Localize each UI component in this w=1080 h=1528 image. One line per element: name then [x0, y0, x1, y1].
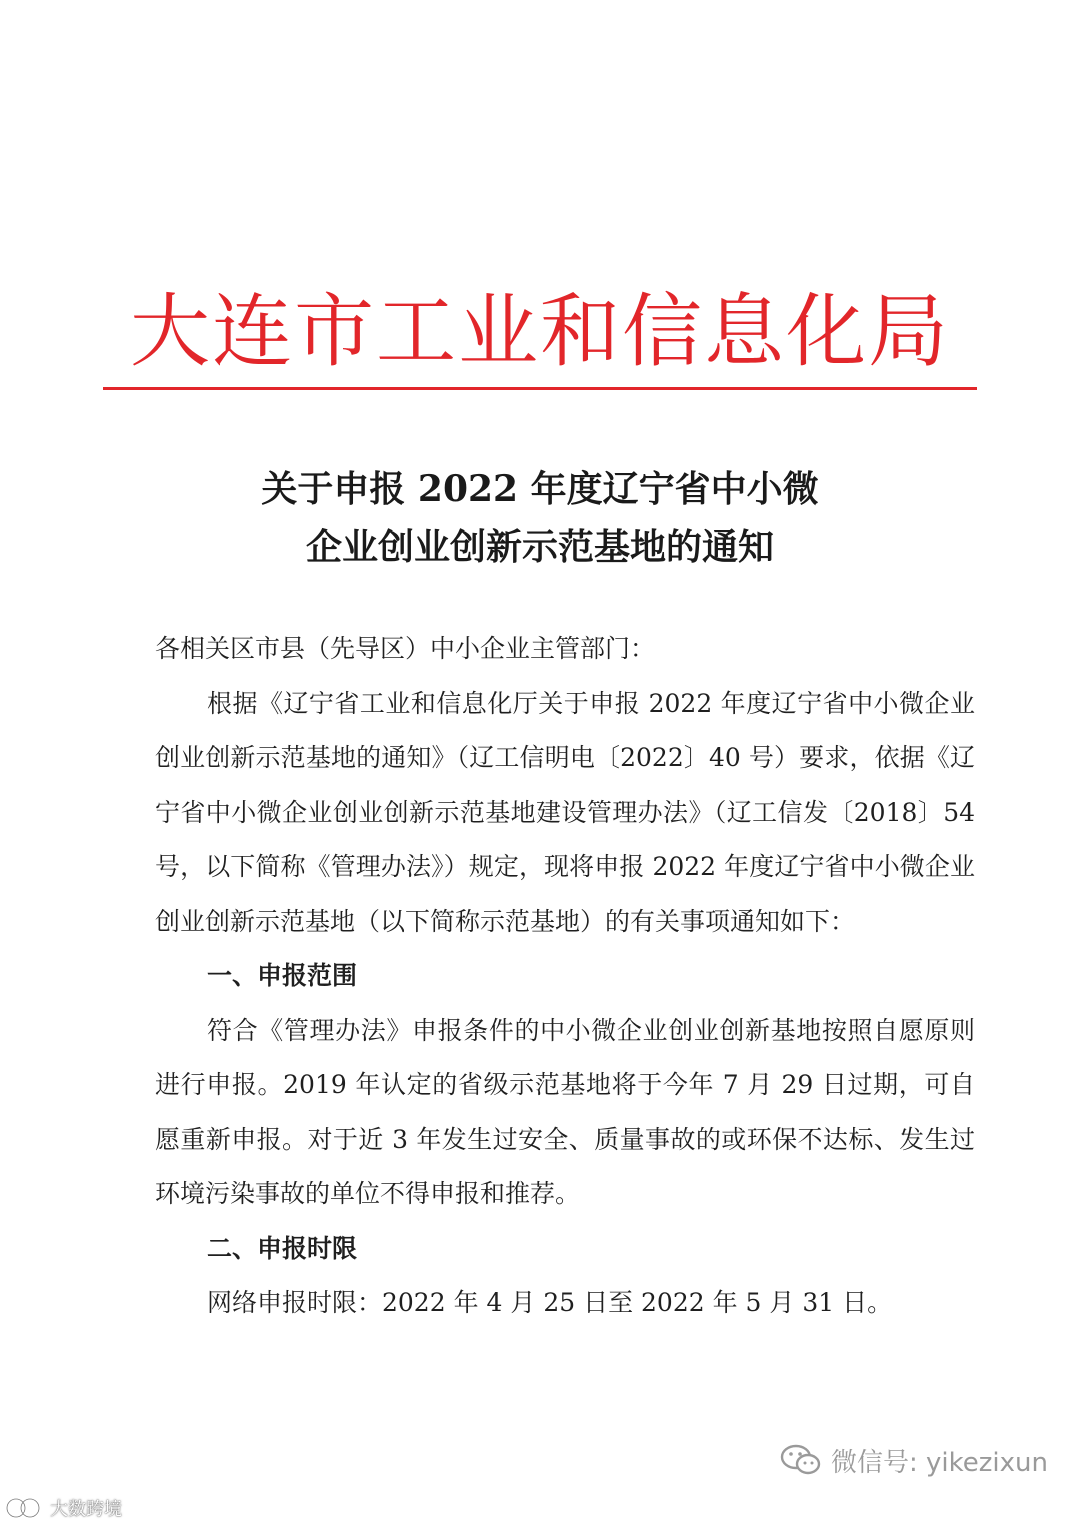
document-title — [150, 460, 930, 576]
section2-paragraph: 网络申报时限：2022 年 4 月 25 日至 2022 年 5 月 31 日。 — [207, 1288, 893, 1317]
salutation: 各相关区市县（先导区）中小企业主管部门： — [155, 634, 656, 663]
document-body — [155, 622, 975, 1331]
section2-heading: 二、申报时限 — [207, 1233, 358, 1263]
header-divider — [103, 387, 977, 390]
logo-icon — [4, 1496, 44, 1520]
wechat-id-text: 微信号: yikezixun — [831, 1447, 1048, 1478]
intro-paragraph: 根据《辽宁省工业和信息化厅关于申报 2022 年度辽宁省中小微企业创业创新示范基地的通知》（辽工信明电〔2022〕40 号）要求，依据《辽宁省中小微企业创业创新示范基地建设管理办法》（辽工信发〔2018〕54 号，以下简称《管理办法》）规定，现将申报 2022 年度辽宁省中小微企业创业创新示范基地（以下简称示范基地）的有关事项通知如下： — [155, 688, 975, 936]
wechat-watermark — [779, 1440, 1048, 1480]
brand-watermark — [4, 1494, 122, 1522]
brand-watermark-text: 大数跨境 — [50, 1499, 122, 1520]
agency-header: 大连市工业和信息化局 — [130, 285, 950, 378]
section1-paragraph: 符合《管理办法》申报条件的中小微企业创业创新基地按照自愿原则进行申报。2019 年认定的省级示范基地将于今年 7 月 29 日过期，可自愿重新申报。对于近 3 年发生过安全、质量事故的或环保不达标、发生过环境污染事故的单位不得申报和推荐。 — [155, 1015, 975, 1208]
document-title-line2: 企业创业创新示范基地的通知 — [305, 526, 774, 568]
document-title-line1: 关于申报 2022 年度辽宁省中小微 — [261, 468, 819, 510]
wechat-icon — [779, 1442, 823, 1478]
section1-heading: 一、申报范围 — [207, 961, 358, 990]
